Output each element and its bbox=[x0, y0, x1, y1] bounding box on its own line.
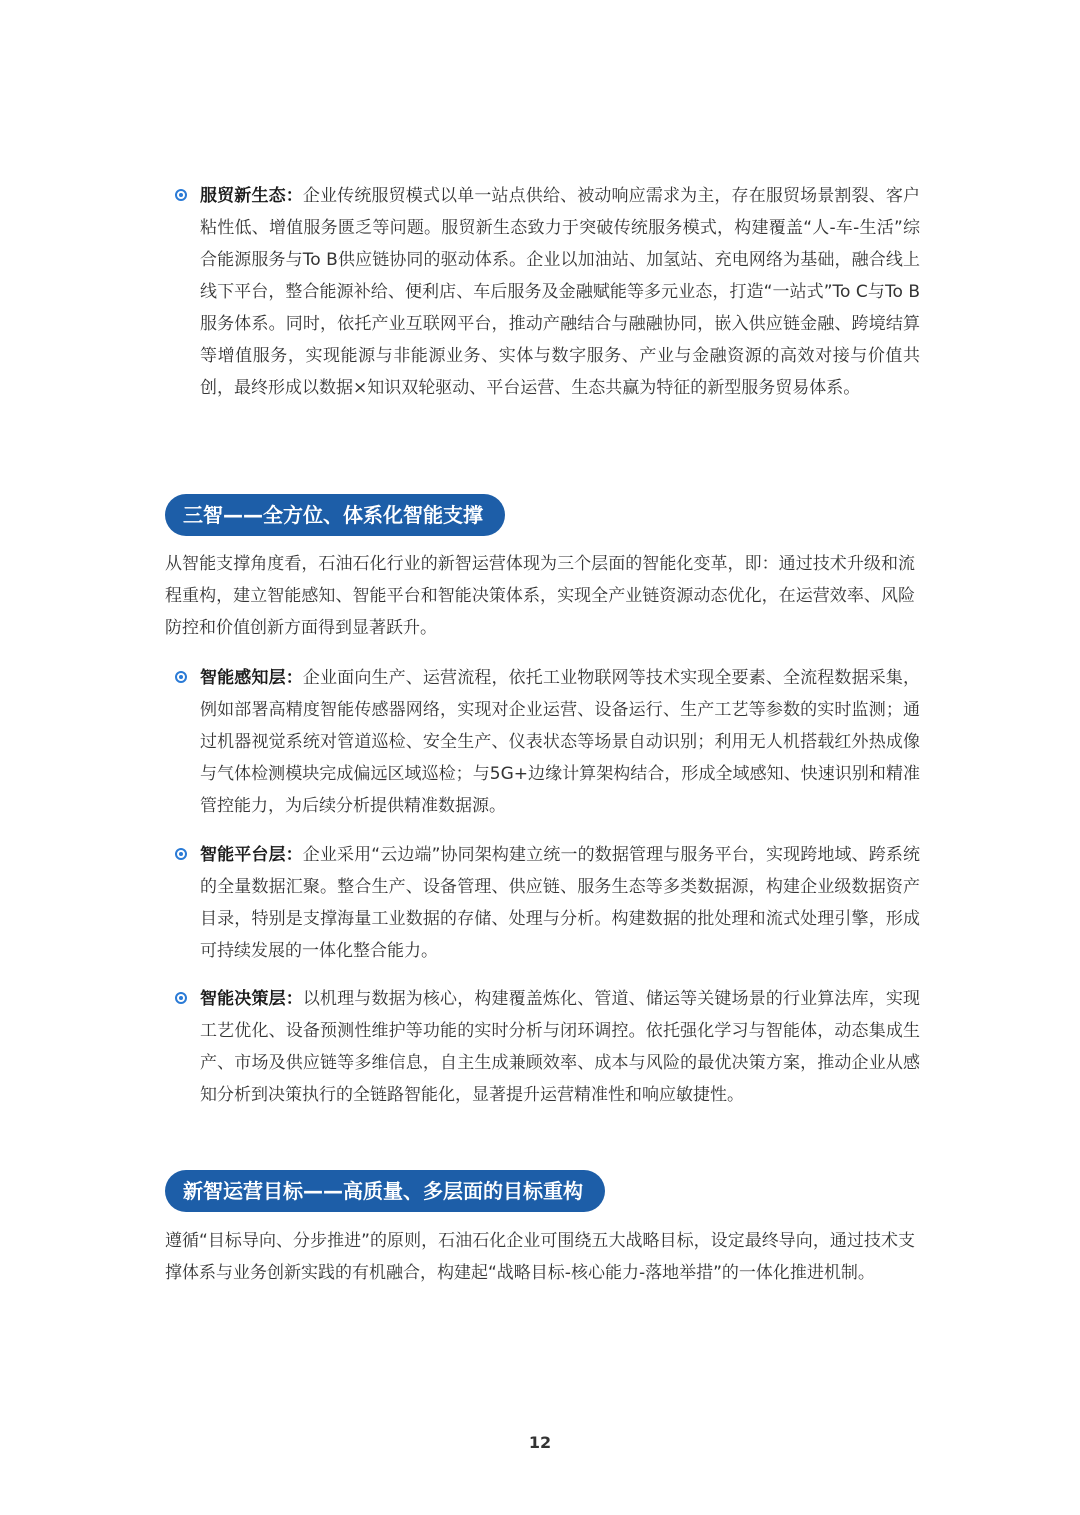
bullet-paragraph bbox=[200, 839, 920, 967]
bullet-title: 智能平台层： bbox=[200, 845, 303, 865]
bullet-item-service-trade bbox=[175, 180, 920, 404]
section-intro-paragraph: 遵循“目标导向、分步推进”的原则，石油石化企业可围绕五大战略目标，设定最终导向，通过技术支撑体系与业务创新实践的有机融合，构建起“战略目标-核心能力-落地举措”的一体化推进机制。 bbox=[165, 1231, 915, 1283]
bullet-circle-icon bbox=[175, 189, 187, 201]
bullet-body: 以机理与数据为核心，构建覆盖炼化、管道、储运等关键场景的行业算法库，实现工艺优化、设备预测性维护等功能的实时分析与闭环调控。依托强化学习与智能体，动态集成生产、市场及供应链等多维信息，自主生成兼顾效率、成本与风险的最优决策方案，推动企业从感知分析到决策执行的全链路智能化，显著提升运营精准性和响应敏捷性。 bbox=[200, 989, 921, 1105]
bullet-circle-icon bbox=[175, 848, 187, 860]
bullet-item-platform-layer bbox=[175, 839, 920, 967]
bullet-item-perception-layer bbox=[175, 662, 920, 822]
bullet-circle-icon bbox=[175, 992, 187, 1004]
section-intro-paragraph: 从智能支撑角度看，石油石化行业的新智运营体现为三个层面的智能化变革，即：通过技术升级和流程重构，建立智能感知、智能平台和智能决策体系，实现全产业链资源动态优化，在运营效率、风险防控和价值创新方面得到显著跃升。 bbox=[165, 554, 915, 638]
bullet-body: 企业传统服贸模式以单一站点供给、被动响应需求为主，存在服贸场景割裂、客户粘性低、增值服务匮乏等问题。服贸新生态致力于突破传统服务模式，构建覆盖“人-车-生活”综合能源服务与To B供应链协同的驱动体系。企业以加油站、加氢站、充电网络为基础，融合线上线下平台，整合能源补给、便利店、车后服务及金融赋能等多元业态，打造“一站式”To C与To B服务体系。同时，依托产业互联网平台，推动产融结合与融融协同，嵌入供应链金融、跨境结算等增值服务，实现能源与非能源业务、实体与数字服务、产业与金融资源的高效对接与价值共创，最终形成以数据×知识双轮驱动、平台运营、生态共赢为特征的新型服务贸易体系。 bbox=[200, 186, 921, 398]
bullet-paragraph bbox=[200, 662, 920, 822]
bullet-body: 企业面向生产、运营流程，依托工业物联网等技术实现全要素、全流程数据采集，例如部署高精度智能传感器网络，实现对企业运营、设备运行、生产工艺等参数的实时监测；通过机器视觉系统对管道巡检、安全生产、仪表状态等场景自动识别；利用无人机搭载红外热成像与气体检测模块完成偏远区域巡检；与5G+边缘计算架构结合，形成全域感知、快速识别和精准管控能力，为后续分析提供精准数据源。 bbox=[200, 668, 921, 816]
bullet-item-decision-layer bbox=[175, 983, 920, 1111]
section-heading-operation-goals: 新智运营目标——高质量、多层面的目标重构 bbox=[165, 1170, 605, 1212]
bullet-title: 智能决策层： bbox=[200, 989, 303, 1009]
bullet-body: 企业采用“云边端”协同架构建立统一的数据管理与服务平台，实现跨地域、跨系统的全量数据汇聚。整合生产、设备管理、供应链、服务生态等多类数据源，构建企业级数据资产目录，特别是支撑海量工业数据的存储、处理与分析。构建数据的批处理和流式处理引擎，形成可持续发展的一体化整合能力。 bbox=[200, 845, 921, 961]
bullet-title: 服贸新生态： bbox=[200, 186, 303, 206]
page-number: 12 bbox=[528, 1433, 552, 1452]
bullet-paragraph bbox=[200, 983, 920, 1111]
bullet-title: 智能感知层： bbox=[200, 668, 303, 688]
bullet-paragraph bbox=[200, 180, 920, 404]
section-heading-three-intelligence: 三智——全方位、体系化智能支撑 bbox=[165, 494, 505, 536]
bullet-circle-icon bbox=[175, 671, 187, 683]
